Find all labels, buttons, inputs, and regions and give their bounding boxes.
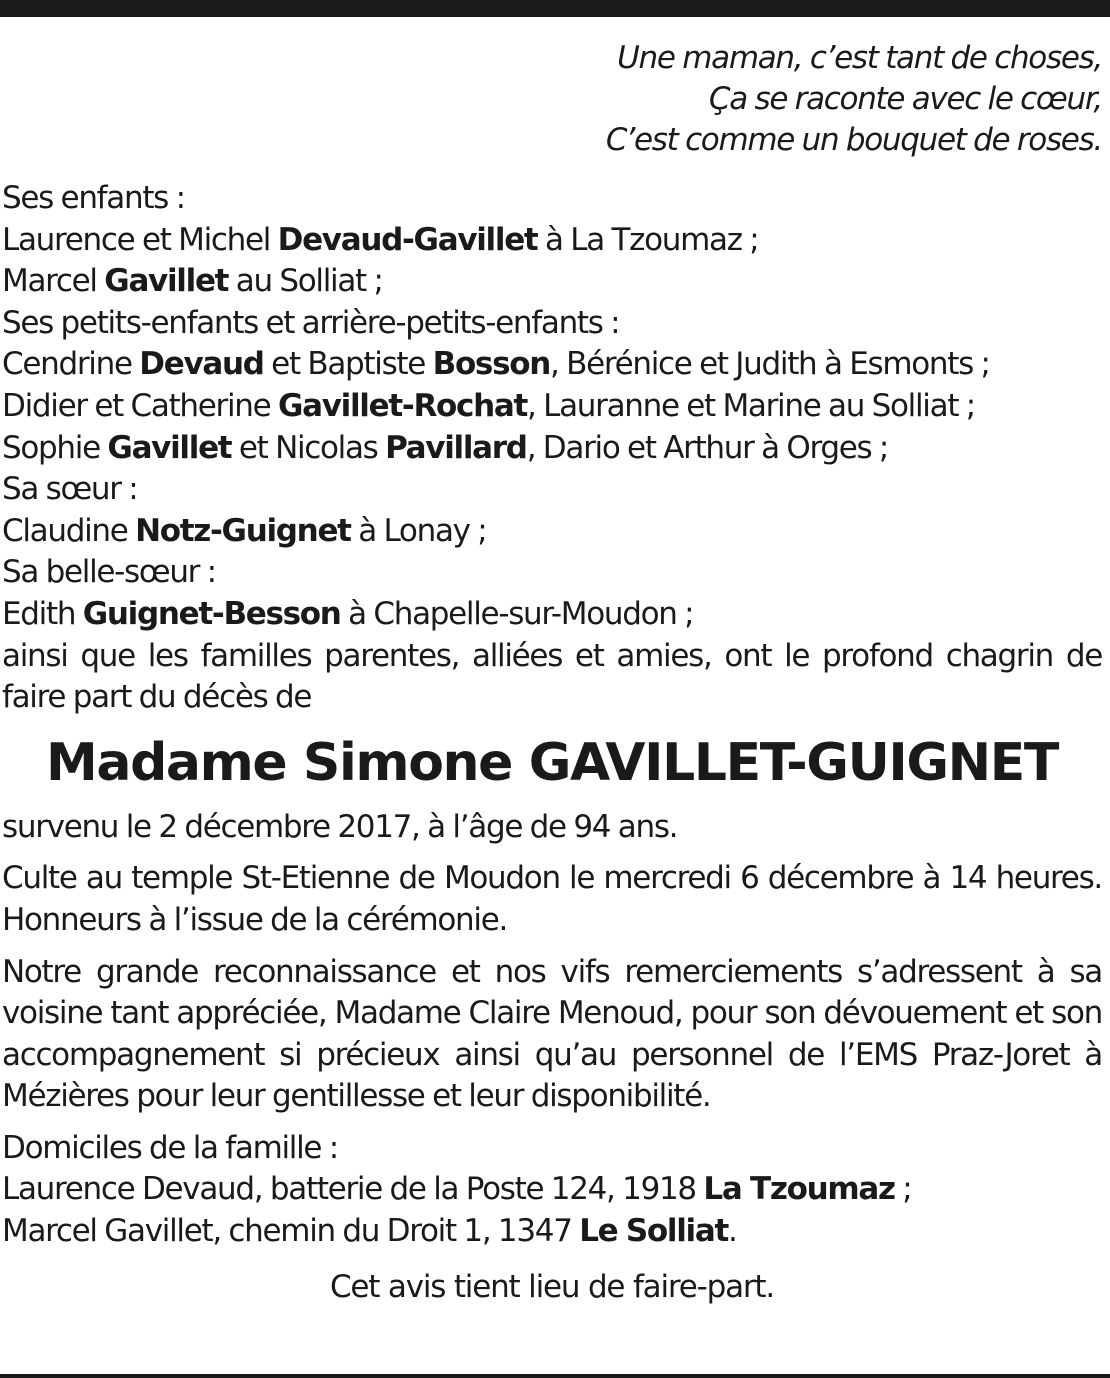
- family-surname: Bosson: [432, 346, 551, 383]
- address-line: Marcel Gavillet, chemin du Droit 1, 1347 Le Solliat.: [2, 1213, 737, 1250]
- family-surname: Gavillet-Rochat: [277, 387, 527, 424]
- domiciles: [2, 1128, 1102, 1253]
- family-line: Laurence et Michel Devaud-Gavillet à La Tzoumaz ;: [2, 221, 759, 258]
- closing-note: Cet avis tient lieu de faire-part.: [329, 1268, 775, 1305]
- sister-label: Sa sœur :: [2, 471, 138, 508]
- children-label: Ses enfants :: [2, 180, 185, 216]
- death-info: survenu le 2 décembre 2017, à l’âge de 94 ans.: [2, 808, 678, 845]
- family-surname: Notz-Guignet: [135, 512, 351, 549]
- domiciles-label: Domiciles de la famille :: [2, 1129, 338, 1166]
- grandchildren-label: Ses petits-enfants et arrière-petits-enfants :: [2, 304, 620, 341]
- family-line: Claudine Notz-Guignet à Lonay ;: [2, 512, 487, 549]
- top-rule: [0, 0, 1110, 17]
- family-surname: Devaud: [139, 346, 264, 383]
- poem-line: Ça se raconte avec le cœur,: [708, 81, 1102, 117]
- sister-in-law-label: Sa belle-sœur :: [2, 554, 216, 591]
- bottom-rule: [0, 1374, 1110, 1378]
- announcement: ainsi que les familles parentes, alliées et amies, ont le profond chagrin de faire part du décès de: [2, 637, 1102, 716]
- family-line: Didier et Catherine Gavillet-Rochat, Lauranne et Marine au Solliat ;: [2, 387, 975, 424]
- thanks-paragraph: Notre grande reconnaissance et nos vifs remerciements s’adressent à sa voisine tant appréciée, Madame Claire Menoud, pour son dévouement et son accompagnement si précieux ainsi qu’au personnel de l’EMS Praz-Joret à Mézières pour leur gentillesse et leur disponibilité.: [2, 953, 1102, 1115]
- poem-line: C’est comme un bouquet de roses.: [605, 122, 1102, 158]
- family-line: Cendrine Devaud et Baptiste Bosson, Bérénice et Judith à Esmonts ;: [2, 346, 990, 383]
- address-locality: La Tzoumaz: [703, 1171, 895, 1208]
- family-surname: Pavillard: [385, 429, 527, 466]
- address-locality: Le Solliat: [579, 1213, 728, 1250]
- family-surname: Devaud-Gavillet: [277, 221, 538, 258]
- poem-line: Une maman, c’est tant de choses,: [617, 40, 1102, 76]
- family-list: [2, 178, 1102, 719]
- obituary-notice: [2, 38, 1102, 1308]
- family-line: Edith Guignet-Besson à Chapelle-sur-Moudon ;: [2, 595, 694, 632]
- family-line: Sophie Gavillet et Nicolas Pavillard, Dario et Arthur à Orges ;: [2, 429, 889, 466]
- ceremony-info: Culte au temple St-Etienne de Moudon le mercredi 6 décembre à 14 heures. Honneurs à l’issue de la cérémonie.: [2, 860, 1102, 938]
- family-line: Marcel Gavillet au Solliat ;: [2, 263, 383, 300]
- address-line: Laurence Devaud, batterie de la Poste 124, 1918 La Tzoumaz ;: [2, 1171, 912, 1208]
- poem: [2, 38, 1102, 161]
- family-surname: Gavillet: [107, 429, 232, 466]
- family-surname: Guignet-Besson: [82, 595, 341, 632]
- deceased-name: Madame Simone GAVILLET-GUIGNET: [46, 732, 1058, 793]
- family-surname: Gavillet: [104, 263, 229, 300]
